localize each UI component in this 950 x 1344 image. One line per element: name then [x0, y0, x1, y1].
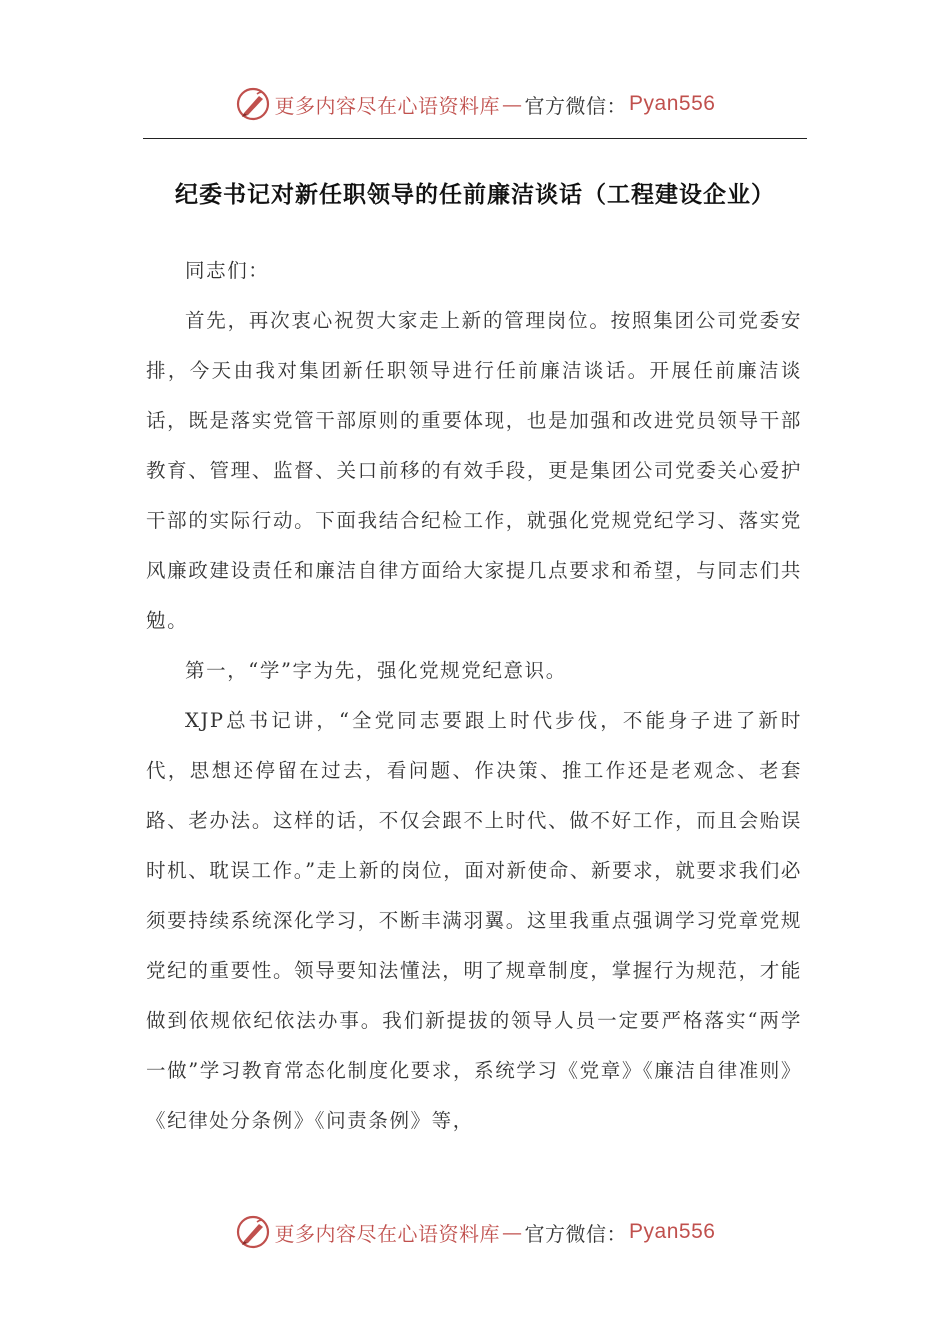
footer-brand-text: 更多内容尽在心语资料库: [274, 1221, 501, 1246]
section-heading-paragraph: 第一，“学”字为先，强化党规党纪意识。: [185, 659, 567, 682]
header-banner: [0, 84, 950, 124]
footer-dash: —: [502, 1220, 523, 1244]
pen-logo-icon: [235, 86, 271, 122]
header-wechat-id: Pyan556: [629, 92, 716, 115]
body-paragraph: 首先，再次衷心祝贺大家走上新的管理岗位。按照集团公司党委安排，今天由我对集团新任职领导进行任前廉洁谈话。开展任前廉洁谈话，既是落实党管干部原则的重要体现，也是加强和改进党员领导干部教育、管理、监督、关口前移的有效手段，更是集团公司党委关心爱护干部的实际行动。下面我结合纪检工作，就强化党规党纪学习、落实党风廉政建设责任和廉洁自律方面给大家提几点要求和希望，与同志们共勉。: [146, 309, 802, 632]
header-divider: [143, 138, 807, 139]
document-title: 纪委书记对新任职领导的任前廉洁谈话（工程建设企业）: [175, 182, 775, 208]
body-paragraph: XJP总书记讲，“全党同志要跟上时代步伐，不能身子进了新时代，思想还停留在过去，看问题、作决策、推工作还是老观念、老套路、老办法。这样的话，不仅会跟不上时代、做不好工作，而且会贻误时机、耽误工作。”走上新的岗位，面对新使命、新要求，就要求我们必须要持续系统深化学习，不断丰满羽翼。这里我重点强调学习党章党规党纪的重要性。领导要知法懂法，明了规章制度，掌握行为规范，才能做到依规依纪依法办事。我们新提拔的领导人员一定要严格落实“两学一做”学习教育常态化制度化要求，系统学习《党章》《廉洁自律准则》《纪律处分条例》《问责条例》等，: [146, 709, 802, 1132]
document-body: [146, 246, 802, 1146]
pen-logo-icon: [235, 1214, 271, 1250]
header-dash: —: [502, 92, 523, 116]
footer-banner: [0, 1212, 950, 1252]
footer-wechat-label: 官方微信：: [524, 1221, 628, 1246]
salutation-paragraph: 同志们：: [185, 259, 270, 282]
header-wechat-label: 官方微信：: [524, 93, 628, 118]
footer-wechat-id: Pyan556: [629, 1220, 716, 1243]
header-brand-text: 更多内容尽在心语资料库: [274, 93, 501, 118]
